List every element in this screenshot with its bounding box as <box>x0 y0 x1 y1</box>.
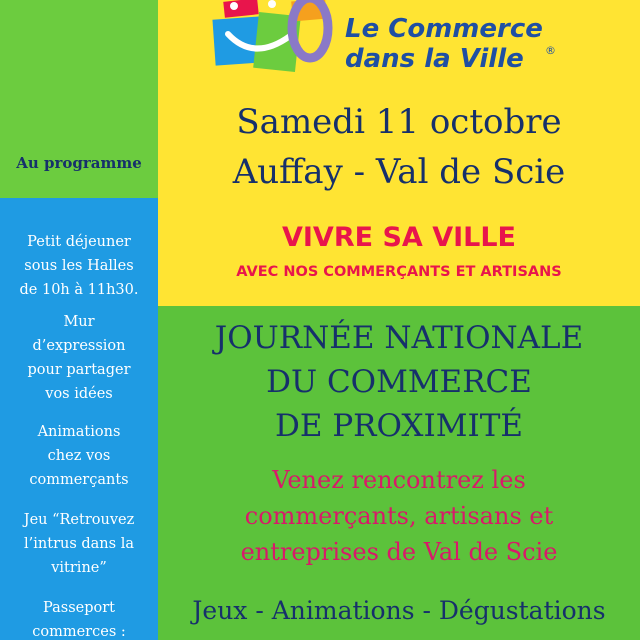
program-item-line: vos idées <box>45 386 113 402</box>
slogan: VIVRE SA VILLE <box>281 222 516 253</box>
invite-line3: entreprises de Val de Scie <box>240 538 558 566</box>
logo-text-line2: dans la Ville <box>345 44 524 74</box>
event-date: Samedi 11 octobre <box>236 102 562 142</box>
program-item-wall <box>0 310 158 406</box>
main-title-line1: JOURNÉE NATIONALE <box>214 320 584 356</box>
program-item-line: vitrine” <box>51 560 107 576</box>
program-item-line: l’intrus dans la <box>24 536 134 552</box>
main-title-line3: DE PROXIMITÉ <box>274 408 523 444</box>
program-item-line: commerces : <box>32 624 126 640</box>
program-item-line: commerçants <box>29 472 129 488</box>
program-item-breakfast <box>0 230 158 302</box>
program-item-line: Mur <box>63 314 95 330</box>
program-item-line: Jeu “Retrouvez <box>23 512 135 528</box>
subslogan: AVEC NOS COMMERÇANTS ET ARTISANS <box>236 264 562 280</box>
program-item-line: pour partager <box>27 362 131 378</box>
invite-line1: Venez rencontrez les <box>272 466 526 494</box>
invite-line2: commerçants, artisans et <box>244 502 554 530</box>
program-item-passport <box>0 596 158 640</box>
program-item-game <box>0 508 158 580</box>
program-item-line: sous les Halles <box>24 258 134 274</box>
program-item-line: Petit déjeuner <box>27 234 131 250</box>
logo-text-line1: Le Commerce <box>345 14 543 44</box>
event-place: Auffay - Val de Scie <box>232 152 566 192</box>
program-item-line: Animations <box>37 424 121 440</box>
program-item-animations <box>0 420 158 492</box>
sidebar-heading: Au programme <box>16 154 142 172</box>
main-title-line2: DU COMMERCE <box>266 364 532 400</box>
logo-registered-mark: ® <box>545 44 556 57</box>
program-item-line: chez vos <box>47 448 111 464</box>
program-item-line: Passeport <box>43 600 115 616</box>
program-item-line: de 10h à 11h30. <box>19 282 139 298</box>
activities-line: Jeux - Animations - Dégustations <box>192 596 606 625</box>
logo-icon <box>210 0 340 76</box>
program-item-line: d’expression <box>32 338 126 354</box>
